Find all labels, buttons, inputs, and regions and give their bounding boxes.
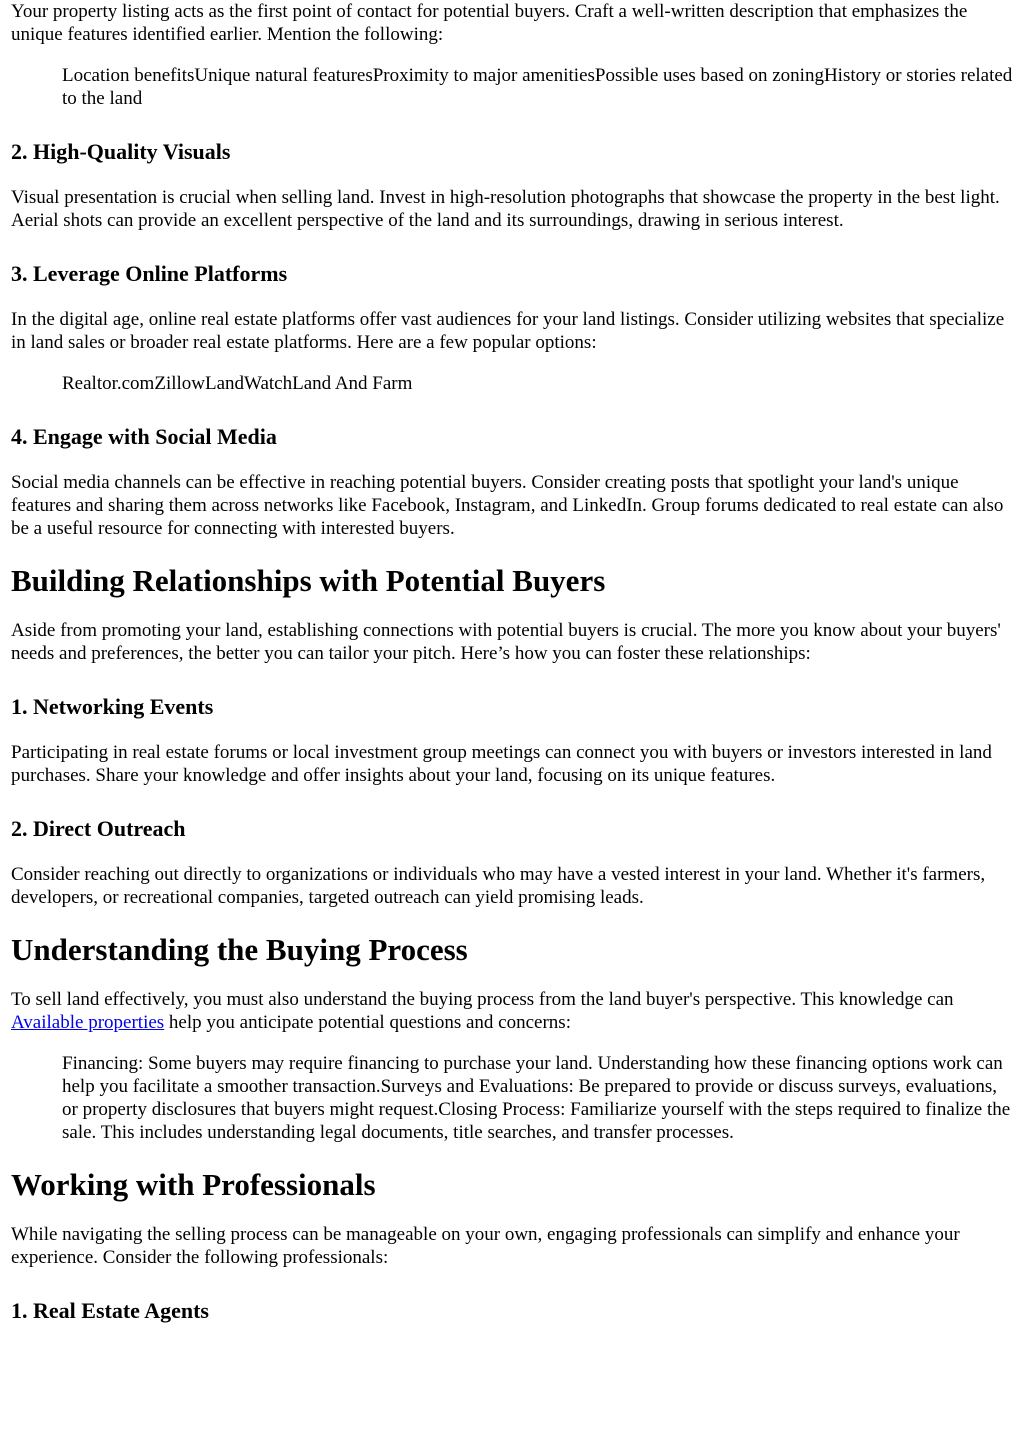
networking-paragraph: Participating in real estate forums or local investment group meetings can connect you with buyers or investors interested in land purchases. Share your knowledge and offer insights about your land, focusing on its unique features. xyxy=(11,742,992,786)
visuals-heading: 2. High-Quality Visuals xyxy=(11,139,231,164)
platforms-heading: 3. Leverage Online Platforms xyxy=(11,261,288,286)
agents-heading: 1. Real Estate Agents xyxy=(11,1298,209,1323)
outreach-paragraph: Consider reaching out directly to organizations or individuals who may have a vested interest in your land. Whether it's farmers, developers, or recreational companies, targeted outreach can yield promising leads. xyxy=(11,864,986,908)
relationships-paragraph: Aside from promoting your land, establishing connections with potential buyers is crucial. The more you know about your buyers' needs and preferences, the better you can tailor your pitch. Here’s how you can foster these relationships: xyxy=(11,620,1001,664)
article-content xyxy=(11,0,1017,1345)
platforms-paragraph: In the digital age, online real estate platforms offer vast audiences for your land listings. Consider utilizing websites that specialize in land sales or broader real estate platforms. Here are a few popular options: xyxy=(11,309,1005,353)
buying-list: Financing: Some buyers may require financing to purchase your land. Understanding how these financing options work can help you facilitate a smoother transaction.Surveys and Evaluations: Be prepared to provide or discuss surveys, evaluations, or property disclosures that buyers might request.Closing Process: Familiarize yourself with the steps required to finalize the sale. This includes understanding legal documents, title searches, and transfer processes. xyxy=(62,1053,1011,1143)
platforms-list: Realtor.comZillowLandWatchLand And Farm xyxy=(62,373,413,394)
professionals-heading: Working with Professionals xyxy=(11,1167,376,1202)
visuals-paragraph: Visual presentation is crucial when selling land. Invest in high-resolution photographs that showcase the property in the best light. Aerial shots can provide an excellent perspective of the land and its surroundings, drawing in serious interest. xyxy=(11,187,1000,231)
buying-text-after: help you anticipate potential questions and concerns: xyxy=(164,1012,571,1033)
buying-heading: Understanding the Buying Process xyxy=(11,932,468,967)
available-properties-link[interactable]: Available properties xyxy=(11,1012,165,1033)
networking-heading: 1. Networking Events xyxy=(11,694,214,719)
relationships-heading: Building Relationships with Potential Buyers xyxy=(11,563,606,598)
outreach-heading: 2. Direct Outreach xyxy=(11,816,186,841)
buying-paragraph xyxy=(11,988,1017,1034)
intro-paragraph: Your property listing acts as the first point of contact for potential buyers. Craft a well-written description that emphasizes the unique features identified earlier. Mention the following: xyxy=(11,1,968,45)
buying-text-before: To sell land effectively, you must also understand the buying process from the land buyer's perspective. This knowledge can xyxy=(11,989,954,1010)
professionals-paragraph: While navigating the selling process can be manageable on your own, engaging professionals can simplify and enhance your experience. Consider the following professionals: xyxy=(11,1224,960,1268)
intro-list: Location benefitsUnique natural featuresProximity to major amenitiesPossible uses based on zoningHistory or stories related to the land xyxy=(62,65,1013,109)
social-heading: 4. Engage with Social Media xyxy=(11,424,277,449)
social-paragraph: Social media channels can be effective in reaching potential buyers. Consider creating posts that spotlight your land's unique features and sharing them across networks like Facebook, Instagram, and LinkedIn. Group forums dedicated to real estate can also be a useful resource for connecting with interested buyers. xyxy=(11,472,1004,539)
